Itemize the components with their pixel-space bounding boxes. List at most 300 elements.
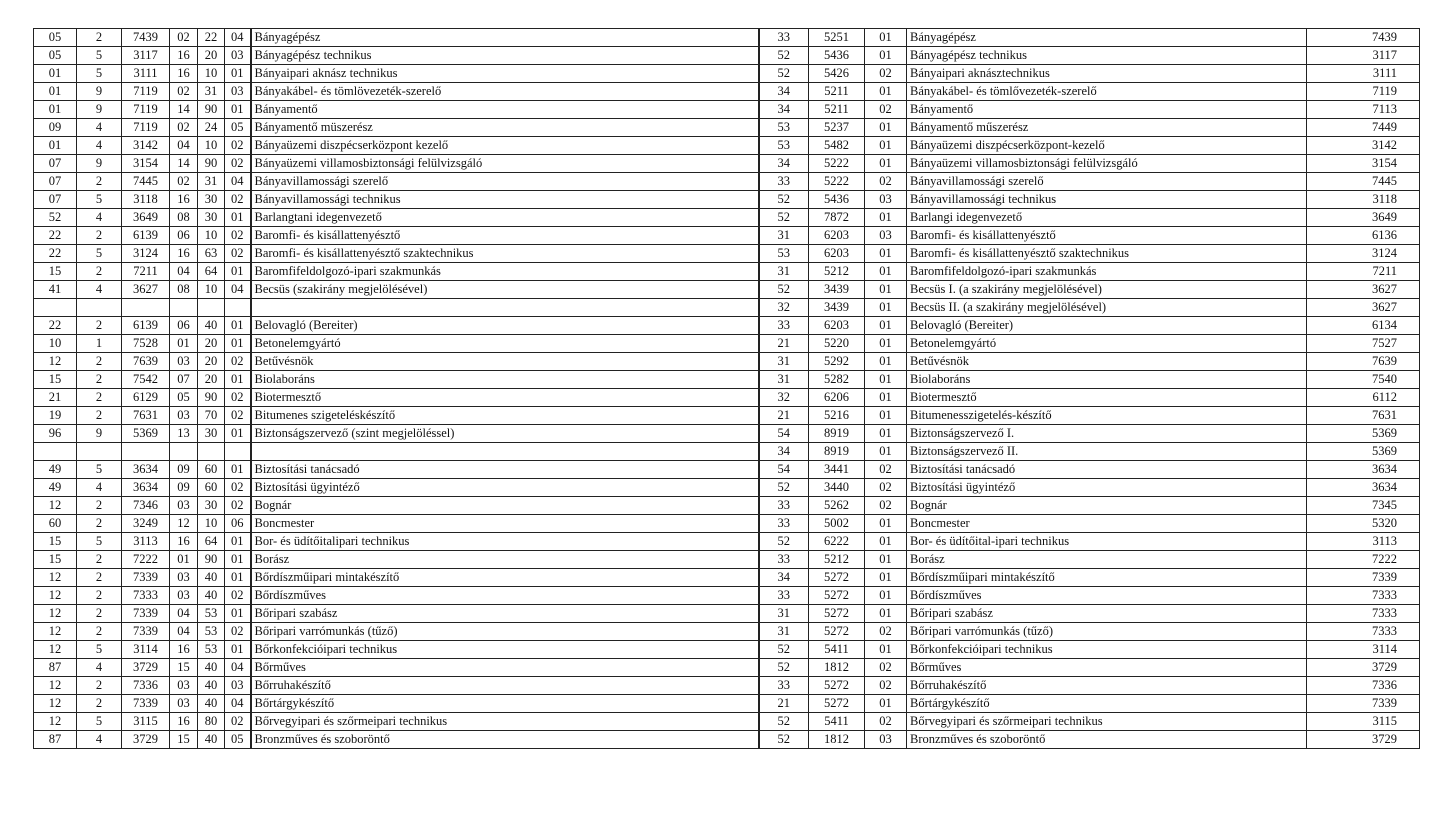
old-level-cell: 5 <box>77 641 122 659</box>
new-code-cell: 5426 <box>809 65 865 83</box>
new-subcode-cell: 01 <box>865 569 907 587</box>
new-code-cell: 5272 <box>809 605 865 623</box>
old-feor-code-cell <box>122 299 170 317</box>
new-code-cell: 5211 <box>809 101 865 119</box>
feor-code-cell: 7113 <box>1307 101 1420 119</box>
qualification-register-table <box>33 28 1420 749</box>
old-code-part-3-cell: 01 <box>225 605 251 623</box>
new-qualification-name-cell: Bőrműves <box>907 659 1307 677</box>
new-qualification-name-cell: Bognár <box>907 497 1307 515</box>
old-feor-code-cell: 7211 <box>122 263 170 281</box>
feor-code-cell: 3634 <box>1307 479 1420 497</box>
old-code-group-cell <box>34 299 77 317</box>
table-row <box>34 29 1420 47</box>
old-code-group-cell: 01 <box>34 137 77 155</box>
old-qualification-name-cell: Biotermesztő <box>251 389 759 407</box>
new-level-cell: 52 <box>759 533 809 551</box>
feor-code-cell: 7445 <box>1307 173 1420 191</box>
old-code-group-cell: 96 <box>34 425 77 443</box>
old-qualification-name-cell: Bányakábel- és tömlövezeték-szerelő <box>251 83 759 101</box>
old-code-group-cell: 15 <box>34 533 77 551</box>
old-qualification-name-cell: Borász <box>251 551 759 569</box>
old-code-part-1-cell: 06 <box>170 317 198 335</box>
old-code-part-3-cell: 01 <box>225 371 251 389</box>
new-code-cell: 5482 <box>809 137 865 155</box>
new-qualification-name-cell: Bitumenesszigetelés-készítő <box>907 407 1307 425</box>
new-level-cell: 34 <box>759 155 809 173</box>
old-code-part-2-cell: 22 <box>198 29 225 47</box>
feor-code-cell: 7449 <box>1307 119 1420 137</box>
new-qualification-name-cell: Bőrkonfekcióipari technikus <box>907 641 1307 659</box>
new-subcode-cell: 01 <box>865 551 907 569</box>
old-level-cell: 5 <box>77 533 122 551</box>
old-code-part-3-cell: 05 <box>225 731 251 749</box>
table-row <box>34 425 1420 443</box>
new-subcode-cell: 01 <box>865 119 907 137</box>
feor-code-cell: 7439 <box>1307 29 1420 47</box>
new-level-cell: 21 <box>759 407 809 425</box>
table-row <box>34 695 1420 713</box>
old-qualification-name-cell: Bőrruhakészítő <box>251 677 759 695</box>
old-feor-code-cell: 6139 <box>122 317 170 335</box>
new-code-cell: 5222 <box>809 155 865 173</box>
new-code-cell: 5272 <box>809 569 865 587</box>
old-code-part-2-cell <box>198 299 225 317</box>
table-row <box>34 587 1420 605</box>
old-feor-code-cell: 7346 <box>122 497 170 515</box>
old-code-part-1-cell: 03 <box>170 587 198 605</box>
feor-code-cell: 7333 <box>1307 587 1420 605</box>
new-subcode-cell: 01 <box>865 137 907 155</box>
feor-code-cell: 7336 <box>1307 677 1420 695</box>
old-code-part-3-cell: 02 <box>225 713 251 731</box>
feor-code-cell: 7345 <box>1307 497 1420 515</box>
new-level-cell: 52 <box>759 281 809 299</box>
old-code-part-2-cell: 31 <box>198 83 225 101</box>
new-qualification-name-cell: Bronzműves és szoboröntő <box>907 731 1307 749</box>
new-level-cell: 33 <box>759 587 809 605</box>
old-feor-code-cell: 3117 <box>122 47 170 65</box>
old-code-part-1-cell: 04 <box>170 605 198 623</box>
table-row <box>34 533 1420 551</box>
new-code-cell: 5251 <box>809 29 865 47</box>
old-code-part-2-cell: 31 <box>198 173 225 191</box>
old-feor-code-cell: 7339 <box>122 569 170 587</box>
old-code-part-2-cell: 30 <box>198 497 225 515</box>
old-qualification-name-cell: Bognár <box>251 497 759 515</box>
old-qualification-name-cell <box>251 299 759 317</box>
new-subcode-cell: 01 <box>865 335 907 353</box>
new-qualification-name-cell: Bányaipari aknásztechnikus <box>907 65 1307 83</box>
table-row <box>34 515 1420 533</box>
new-qualification-name-cell: Bőrvegyipari és szőrmeipari technikus <box>907 713 1307 731</box>
new-code-cell: 3439 <box>809 299 865 317</box>
feor-code-cell: 3154 <box>1307 155 1420 173</box>
old-code-part-3-cell: 01 <box>225 101 251 119</box>
feor-code-cell: 3114 <box>1307 641 1420 659</box>
new-subcode-cell: 01 <box>865 371 907 389</box>
new-level-cell: 34 <box>759 83 809 101</box>
old-code-part-3-cell: 04 <box>225 29 251 47</box>
old-code-part-3-cell: 02 <box>225 389 251 407</box>
old-level-cell: 2 <box>77 587 122 605</box>
old-code-part-1-cell: 03 <box>170 677 198 695</box>
new-qualification-name-cell: Biotermesztő <box>907 389 1307 407</box>
old-code-part-1-cell: 02 <box>170 83 198 101</box>
new-code-cell: 5282 <box>809 371 865 389</box>
old-level-cell: 5 <box>77 65 122 83</box>
old-feor-code-cell: 7445 <box>122 173 170 191</box>
old-code-part-1-cell: 05 <box>170 389 198 407</box>
old-code-part-3-cell: 01 <box>225 317 251 335</box>
table-row <box>34 263 1420 281</box>
new-subcode-cell: 03 <box>865 227 907 245</box>
old-qualification-name-cell: Bányamentő müszerész <box>251 119 759 137</box>
old-feor-code-cell: 3113 <box>122 533 170 551</box>
new-qualification-name-cell: Bőrdíszműves <box>907 587 1307 605</box>
table-row <box>34 659 1420 677</box>
old-code-group-cell: 12 <box>34 713 77 731</box>
old-level-cell: 2 <box>77 605 122 623</box>
old-level-cell: 5 <box>77 47 122 65</box>
old-code-part-2-cell: 10 <box>198 515 225 533</box>
old-feor-code-cell: 3634 <box>122 461 170 479</box>
new-level-cell: 31 <box>759 605 809 623</box>
table-row <box>34 299 1420 317</box>
new-subcode-cell: 01 <box>865 263 907 281</box>
table-row <box>34 209 1420 227</box>
old-level-cell: 2 <box>77 695 122 713</box>
feor-code-cell: 3627 <box>1307 281 1420 299</box>
feor-code-cell: 3115 <box>1307 713 1420 731</box>
new-qualification-name-cell: Biztonságszervező II. <box>907 443 1307 461</box>
new-level-cell: 33 <box>759 29 809 47</box>
old-qualification-name-cell: Biztosítási ügyintéző <box>251 479 759 497</box>
new-subcode-cell: 01 <box>865 353 907 371</box>
old-qualification-name-cell: Baromfi- és kisállattenyésztő szaktechnikus <box>251 245 759 263</box>
new-code-cell: 5272 <box>809 677 865 695</box>
old-feor-code-cell: 3649 <box>122 209 170 227</box>
old-code-part-2-cell: 30 <box>198 425 225 443</box>
old-feor-code-cell: 7119 <box>122 119 170 137</box>
table-row <box>34 641 1420 659</box>
old-code-part-2-cell: 53 <box>198 623 225 641</box>
table-row <box>34 335 1420 353</box>
old-level-cell: 5 <box>77 713 122 731</box>
table-row <box>34 155 1420 173</box>
old-level-cell: 2 <box>77 317 122 335</box>
old-code-part-3-cell: 02 <box>225 497 251 515</box>
old-code-part-3-cell <box>225 443 251 461</box>
new-level-cell: 53 <box>759 119 809 137</box>
table-row <box>34 713 1420 731</box>
feor-code-cell: 3729 <box>1307 659 1420 677</box>
new-level-cell: 31 <box>759 353 809 371</box>
table-row <box>34 407 1420 425</box>
table-row <box>34 479 1420 497</box>
old-feor-code-cell: 7339 <box>122 623 170 641</box>
old-code-part-1-cell: 02 <box>170 173 198 191</box>
new-level-cell: 54 <box>759 425 809 443</box>
new-subcode-cell: 03 <box>865 191 907 209</box>
old-level-cell: 2 <box>77 263 122 281</box>
old-qualification-name-cell: Bőrvegyipari és szőrmeipari technikus <box>251 713 759 731</box>
table-row <box>34 731 1420 749</box>
new-level-cell: 52 <box>759 47 809 65</box>
feor-code-cell: 3113 <box>1307 533 1420 551</box>
old-feor-code-cell: 3249 <box>122 515 170 533</box>
feor-code-cell: 7639 <box>1307 353 1420 371</box>
old-code-group-cell: 22 <box>34 245 77 263</box>
new-level-cell: 53 <box>759 245 809 263</box>
old-qualification-name-cell: Bronzműves és szoboröntő <box>251 731 759 749</box>
old-code-part-3-cell: 02 <box>225 479 251 497</box>
old-level-cell: 9 <box>77 101 122 119</box>
new-qualification-name-cell: Bányavillamossági szerelő <box>907 173 1307 191</box>
new-code-cell: 5436 <box>809 47 865 65</box>
old-code-group-cell: 01 <box>34 83 77 101</box>
old-feor-code-cell: 7339 <box>122 695 170 713</box>
table-row <box>34 353 1420 371</box>
old-code-part-1-cell: 15 <box>170 659 198 677</box>
new-code-cell: 6203 <box>809 317 865 335</box>
feor-code-cell: 3142 <box>1307 137 1420 155</box>
new-qualification-name-cell: Bányamentő <box>907 101 1307 119</box>
old-level-cell: 2 <box>77 623 122 641</box>
old-code-part-3-cell: 04 <box>225 173 251 191</box>
new-qualification-name-cell: Betonelemgyártó <box>907 335 1307 353</box>
table-row <box>34 137 1420 155</box>
old-code-part-3-cell: 02 <box>225 623 251 641</box>
new-qualification-name-cell: Bőrdíszműipari mintakészítő <box>907 569 1307 587</box>
feor-code-cell: 3634 <box>1307 461 1420 479</box>
old-code-part-1-cell: 02 <box>170 119 198 137</box>
new-level-cell: 33 <box>759 317 809 335</box>
new-subcode-cell: 01 <box>865 695 907 713</box>
new-qualification-name-cell: Becsüs I. (a szakirány megjelölésével) <box>907 281 1307 299</box>
new-code-cell: 3440 <box>809 479 865 497</box>
old-feor-code-cell: 3118 <box>122 191 170 209</box>
table-row <box>34 173 1420 191</box>
old-feor-code-cell: 7222 <box>122 551 170 569</box>
new-code-cell: 1812 <box>809 659 865 677</box>
new-subcode-cell: 01 <box>865 155 907 173</box>
old-level-cell: 9 <box>77 155 122 173</box>
old-level-cell: 4 <box>77 479 122 497</box>
old-code-part-2-cell: 20 <box>198 335 225 353</box>
old-code-group-cell: 07 <box>34 155 77 173</box>
old-code-part-2-cell: 90 <box>198 551 225 569</box>
new-code-cell: 5262 <box>809 497 865 515</box>
old-level-cell: 4 <box>77 281 122 299</box>
new-qualification-name-cell: Bányagépész <box>907 29 1307 47</box>
old-code-group-cell: 12 <box>34 695 77 713</box>
new-code-cell: 5212 <box>809 551 865 569</box>
old-code-part-3-cell: 01 <box>225 425 251 443</box>
old-level-cell: 2 <box>77 227 122 245</box>
old-code-group-cell: 12 <box>34 605 77 623</box>
old-code-part-2-cell: 20 <box>198 47 225 65</box>
old-code-part-3-cell: 02 <box>225 191 251 209</box>
old-code-part-2-cell: 40 <box>198 587 225 605</box>
old-code-part-1-cell: 03 <box>170 695 198 713</box>
old-code-part-3-cell: 01 <box>225 551 251 569</box>
old-feor-code-cell: 6139 <box>122 227 170 245</box>
old-code-part-2-cell: 30 <box>198 209 225 227</box>
new-code-cell: 3441 <box>809 461 865 479</box>
old-code-part-2-cell: 90 <box>198 101 225 119</box>
old-code-part-1-cell: 16 <box>170 533 198 551</box>
old-qualification-name-cell: Bányagépész <box>251 29 759 47</box>
old-code-part-1-cell: 12 <box>170 515 198 533</box>
old-code-part-2-cell: 64 <box>198 263 225 281</box>
old-code-part-2-cell: 53 <box>198 605 225 623</box>
old-code-group-cell: 49 <box>34 479 77 497</box>
old-code-part-1-cell: 01 <box>170 335 198 353</box>
old-level-cell: 2 <box>77 677 122 695</box>
feor-code-cell: 7222 <box>1307 551 1420 569</box>
new-level-cell: 32 <box>759 389 809 407</box>
old-code-part-3-cell: 01 <box>225 533 251 551</box>
old-code-part-3-cell: 03 <box>225 47 251 65</box>
feor-code-cell: 3111 <box>1307 65 1420 83</box>
old-code-group-cell: 12 <box>34 677 77 695</box>
old-code-group-cell: 12 <box>34 497 77 515</box>
new-subcode-cell: 01 <box>865 83 907 101</box>
old-qualification-name-cell: Biztosítási tanácsadó <box>251 461 759 479</box>
table-row <box>34 371 1420 389</box>
old-code-group-cell: 22 <box>34 227 77 245</box>
old-code-part-2-cell: 40 <box>198 731 225 749</box>
feor-code-cell: 7540 <box>1307 371 1420 389</box>
old-code-group-cell: 12 <box>34 587 77 605</box>
old-code-group-cell: 12 <box>34 623 77 641</box>
table-row <box>34 461 1420 479</box>
feor-code-cell: 3649 <box>1307 209 1420 227</box>
new-qualification-name-cell: Biztosítási ügyintéző <box>907 479 1307 497</box>
old-code-part-1-cell: 13 <box>170 425 198 443</box>
old-code-part-2-cell: 10 <box>198 65 225 83</box>
feor-code-cell: 5320 <box>1307 515 1420 533</box>
new-qualification-name-cell: Bányakábel- és tömlővezeték-szerelő <box>907 83 1307 101</box>
old-feor-code-cell: 7119 <box>122 83 170 101</box>
new-qualification-name-cell: Baromfi- és kisállattenyésztő <box>907 227 1307 245</box>
old-qualification-name-cell: Boncmester <box>251 515 759 533</box>
old-code-part-2-cell: 20 <box>198 371 225 389</box>
new-qualification-name-cell: Borász <box>907 551 1307 569</box>
old-code-part-1-cell: 08 <box>170 281 198 299</box>
new-subcode-cell: 01 <box>865 299 907 317</box>
old-code-part-2-cell: 40 <box>198 569 225 587</box>
old-feor-code-cell: 7336 <box>122 677 170 695</box>
old-code-group-cell: 15 <box>34 551 77 569</box>
new-subcode-cell: 01 <box>865 245 907 263</box>
table-row <box>34 497 1420 515</box>
new-level-cell: 52 <box>759 479 809 497</box>
new-code-cell: 3439 <box>809 281 865 299</box>
old-code-group-cell: 12 <box>34 569 77 587</box>
feor-code-cell: 7339 <box>1307 695 1420 713</box>
old-code-part-3-cell: 03 <box>225 677 251 695</box>
old-feor-code-cell: 7639 <box>122 353 170 371</box>
new-subcode-cell: 01 <box>865 29 907 47</box>
old-code-group-cell: 15 <box>34 263 77 281</box>
old-code-part-2-cell: 90 <box>198 389 225 407</box>
new-qualification-name-cell: Baromfifeldolgozó-ipari szakmunkás <box>907 263 1307 281</box>
feor-code-cell: 6136 <box>1307 227 1420 245</box>
old-code-part-1-cell: 04 <box>170 263 198 281</box>
new-level-cell: 33 <box>759 173 809 191</box>
old-code-group-cell: 09 <box>34 119 77 137</box>
old-qualification-name-cell: Bőrdíszműipari mintakészítő <box>251 569 759 587</box>
old-feor-code-cell: 7339 <box>122 605 170 623</box>
new-level-cell: 52 <box>759 209 809 227</box>
old-code-group-cell: 15 <box>34 371 77 389</box>
new-code-cell: 8919 <box>809 425 865 443</box>
new-level-cell: 21 <box>759 695 809 713</box>
new-level-cell: 34 <box>759 101 809 119</box>
old-level-cell: 5 <box>77 191 122 209</box>
new-qualification-name-cell: Belovagló (Bereiter) <box>907 317 1307 335</box>
old-code-part-1-cell: 09 <box>170 479 198 497</box>
new-code-cell: 5411 <box>809 713 865 731</box>
old-code-group-cell: 05 <box>34 47 77 65</box>
old-feor-code-cell: 3729 <box>122 659 170 677</box>
new-code-cell: 5211 <box>809 83 865 101</box>
new-level-cell: 52 <box>759 713 809 731</box>
old-level-cell: 2 <box>77 173 122 191</box>
old-qualification-name-cell: Biztonságszervező (szint megjelöléssel) <box>251 425 759 443</box>
new-level-cell: 33 <box>759 515 809 533</box>
old-code-group-cell: 19 <box>34 407 77 425</box>
new-level-cell: 33 <box>759 551 809 569</box>
old-code-part-2-cell: 60 <box>198 479 225 497</box>
old-feor-code-cell: 3627 <box>122 281 170 299</box>
feor-code-cell: 7211 <box>1307 263 1420 281</box>
old-code-part-3-cell: 01 <box>225 263 251 281</box>
new-level-cell: 52 <box>759 191 809 209</box>
old-code-part-2-cell: 63 <box>198 245 225 263</box>
feor-code-cell: 6134 <box>1307 317 1420 335</box>
old-code-part-2-cell: 60 <box>198 461 225 479</box>
old-code-part-3-cell: 02 <box>225 353 251 371</box>
new-level-cell: 34 <box>759 569 809 587</box>
new-level-cell: 53 <box>759 137 809 155</box>
old-code-part-2-cell <box>198 443 225 461</box>
old-code-part-1-cell: 16 <box>170 713 198 731</box>
old-qualification-name-cell <box>251 443 759 461</box>
old-code-part-1-cell: 04 <box>170 623 198 641</box>
new-subcode-cell: 01 <box>865 209 907 227</box>
old-qualification-name-cell: Becsüs (szakirány megjelölésével) <box>251 281 759 299</box>
table-row <box>34 317 1420 335</box>
old-code-part-1-cell: 09 <box>170 461 198 479</box>
old-feor-code-cell: 3115 <box>122 713 170 731</box>
feor-code-cell: 7333 <box>1307 605 1420 623</box>
feor-code-cell: 3124 <box>1307 245 1420 263</box>
old-feor-code-cell: 7439 <box>122 29 170 47</box>
new-subcode-cell: 02 <box>865 101 907 119</box>
table-row <box>34 569 1420 587</box>
new-level-cell: 31 <box>759 371 809 389</box>
new-subcode-cell: 01 <box>865 425 907 443</box>
feor-code-cell: 7527 <box>1307 335 1420 353</box>
table-row <box>34 623 1420 641</box>
old-feor-code-cell: 5369 <box>122 425 170 443</box>
old-code-part-1-cell: 01 <box>170 551 198 569</box>
old-code-part-1-cell: 03 <box>170 353 198 371</box>
old-code-part-3-cell: 02 <box>225 245 251 263</box>
